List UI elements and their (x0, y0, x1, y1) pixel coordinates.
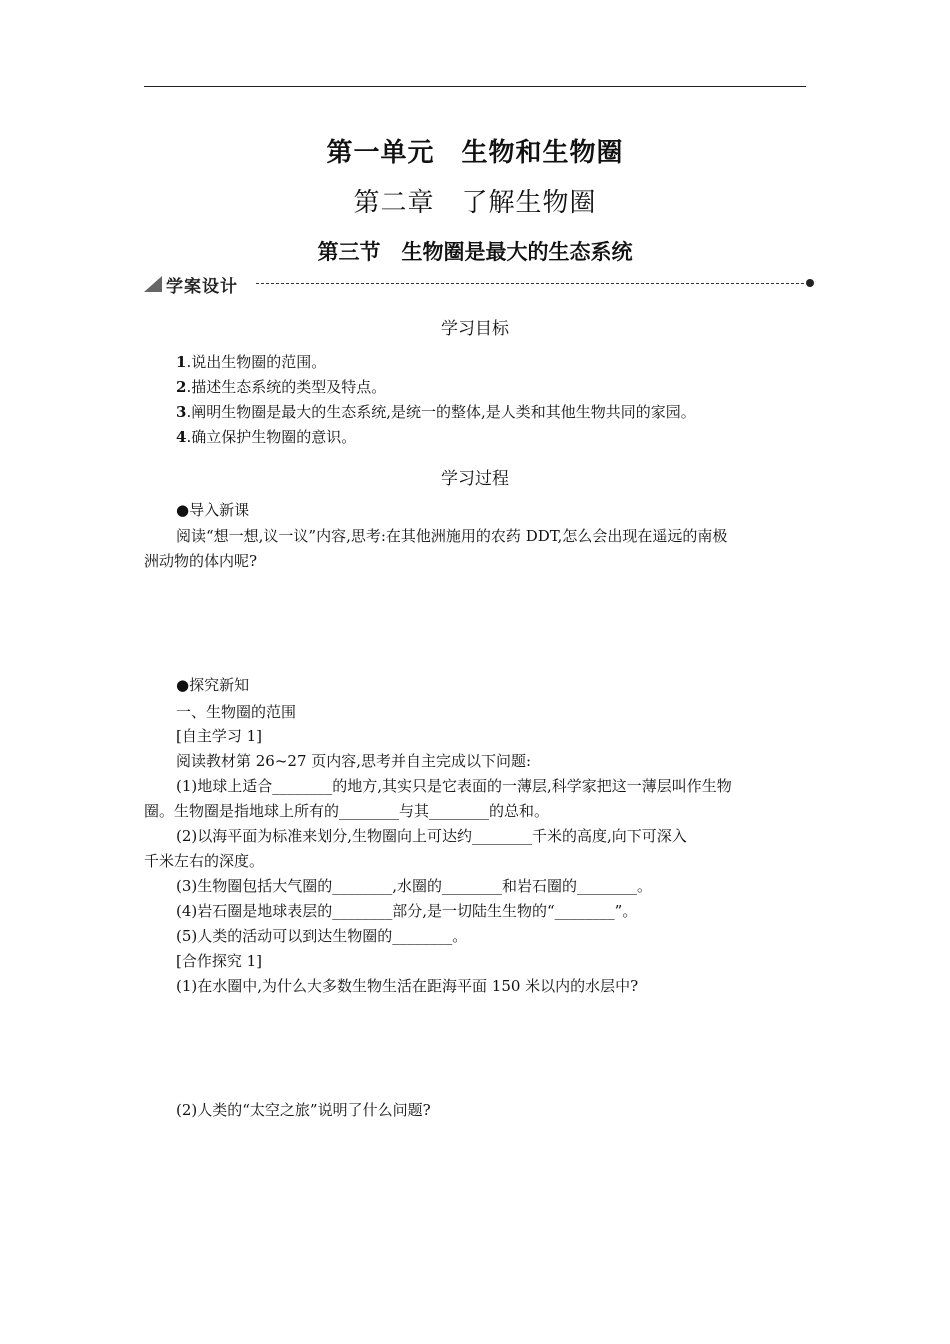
question-1-line-2: 圈。生物圈是指地球上所有的________与其________的总和。 (144, 802, 550, 820)
question-4: (4)岩石圈是地球表层的________部分,是一切陆生生物的“________”。 (176, 902, 638, 920)
section-title: 第三节 生物圈是最大的生态系统 (317, 240, 633, 264)
intro-text-line-2: 洲动物的体内呢? (144, 552, 258, 570)
objective-item: 3.阐明生物圈是最大的生态系统,是统一的整体,是人类和其他生物共同的家园。 (176, 403, 696, 421)
coop-label: [合作探究 1] (176, 952, 263, 970)
question-1-line-1: (1)地球上适合________的地方,其实只是它表面的一薄层,科学家把这一薄层叫作生物 (176, 777, 732, 795)
objective-item: 2.描述生态系统的类型及特点。 (176, 378, 387, 396)
objective-item: 1.说出生物圈的范围。 (176, 353, 327, 371)
banner-label: 学案设计 (166, 277, 238, 297)
self-study-label: [自主学习 1] (176, 727, 263, 745)
intro-text-line-1: 阅读“想一想,议一议”内容,思考:在其他洲施用的农药 DDT,怎么会出现在遥远的南极 (176, 527, 728, 545)
banner-dotted-line (256, 283, 804, 284)
unit-title: 第一单元 生物和生物圈 (326, 138, 624, 168)
process-heading: 学习过程 (441, 469, 509, 489)
question-2-line-2: 千米左右的深度。 (144, 852, 265, 870)
study-design-banner (144, 272, 816, 296)
question-3: (3)生物圈包括大气圈的________,水圈的________和岩石圈的________。 (176, 877, 653, 895)
self-study-intro: 阅读教材第 26~27 页内容,思考并自主完成以下问题: (176, 752, 532, 770)
chapter-title: 第二章 了解生物圈 (353, 188, 597, 218)
objective-item: 4.确立保护生物圈的意识。 (176, 428, 357, 446)
banner-triangle-icon (144, 276, 162, 292)
objectives-heading: 学习目标 (441, 319, 509, 339)
coop-question-2: (2)人类的“太空之旅”说明了什么问题? (176, 1101, 431, 1119)
question-2-line-1: (2)以海平面为标准来划分,生物圈向上可达约________千米的高度,向下可深入 (176, 827, 687, 845)
question-5: (5)人类的活动可以到达生物圈的________。 (176, 927, 468, 945)
banner-end-dot-icon (806, 279, 814, 287)
intro-heading: ●导入新课 (176, 501, 250, 519)
header-rule (144, 86, 806, 87)
coop-question-1: (1)在水圈中,为什么大多数生物生活在距海平面 150 米以内的水层中? (176, 977, 639, 995)
explore-heading: ●探究新知 (176, 676, 250, 694)
part1-heading: 一、生物圈的范围 (176, 703, 297, 721)
